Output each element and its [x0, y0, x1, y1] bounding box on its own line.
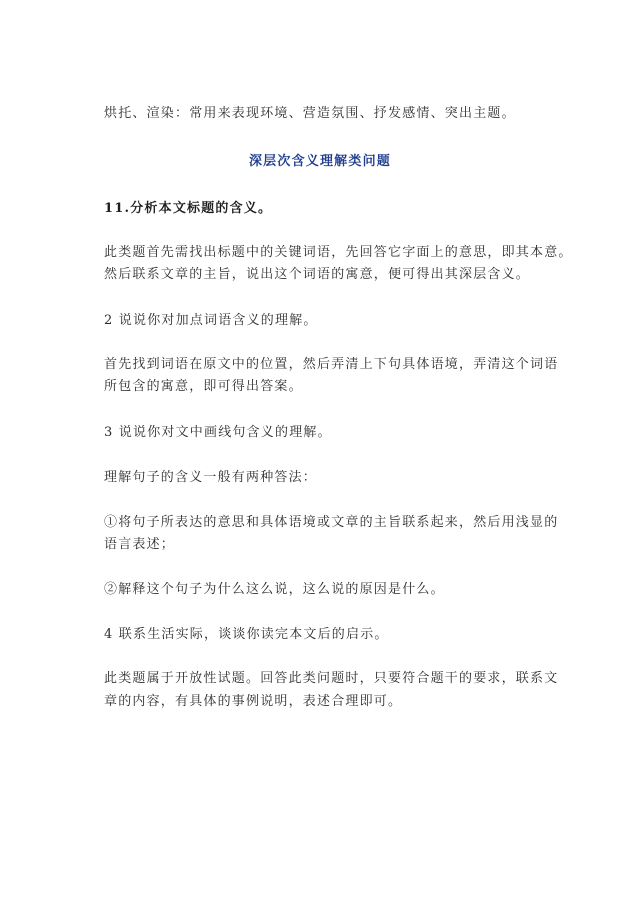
question-1-answer-line-1: 此类题首先需找出标题中的关键词语，先回答它字面上的意思，即其本意。 — [104, 245, 573, 260]
question-3-title: 3 说说你对文中画线句含义的理解。 — [104, 425, 332, 440]
question-2-answer-line-1: 首先找到词语在原文中的位置，然后弄清上下句具体语境，弄清这个词语 — [104, 357, 559, 372]
question-1-answer-line-2: 然后联系文章的主旨，说出这个词语的寓意，便可得出其深层含义。 — [104, 267, 531, 282]
question-3-method-2: ②解释这个句子为什么这么说，这么说的原因是什么。 — [104, 582, 445, 597]
question-4-answer-line-2: 章的内容，有具体的事例说明，表述合理即可。 — [104, 694, 403, 709]
question-1-title: 11.分析本文标题的含义。 — [104, 201, 273, 216]
question-3-intro: 理解句子的含义一般有两种答法： — [104, 470, 318, 485]
intro-line: 烘托、渲染：常用来表现环境、营造氛围、抒发感情、突出主题。 — [104, 106, 516, 121]
question-3-method-1-line-2: 语言表述； — [104, 537, 176, 552]
question-4-answer-line-1: 此类题属于开放性试题。回答此类问题时，只要符合题干的要求，联系文 — [104, 671, 559, 686]
question-3-method-1-line-1: ①将句子所表达的意思和具体语境或文章的主旨联系起来，然后用浅显的 — [104, 515, 559, 530]
question-2-title: 2 说说你对加点词语含义的理解。 — [104, 313, 318, 328]
section-heading: 深层次含义理解类问题 — [248, 154, 391, 169]
question-2-answer-line-2: 所包含的寓意，即可得出答案。 — [104, 379, 303, 394]
question-4-title: 4 联系生活实际，谈谈你读完本文后的启示。 — [104, 627, 389, 642]
